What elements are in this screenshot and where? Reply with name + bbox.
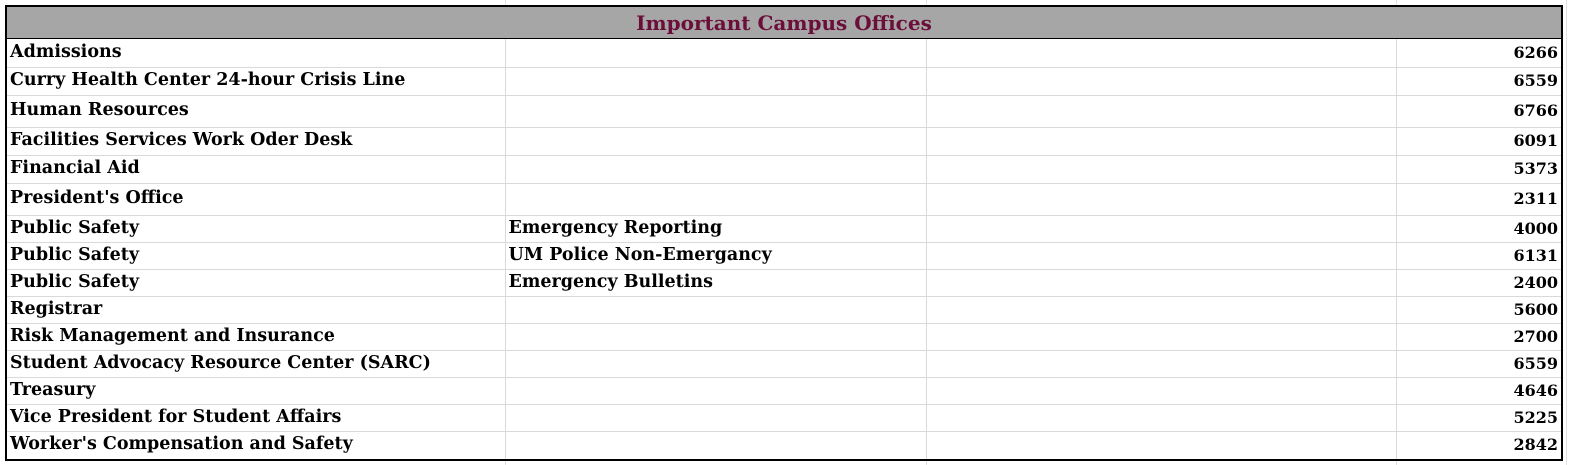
table-row <box>7 95 1561 127</box>
extension-cell[interactable]: 6559 <box>1396 350 1561 377</box>
table-row <box>7 404 1561 431</box>
office-cell[interactable]: Admissions <box>7 39 505 67</box>
table-row <box>7 296 1561 323</box>
detail-cell[interactable] <box>505 183 926 215</box>
extension-cell[interactable]: 2311 <box>1396 183 1561 215</box>
extension-cell[interactable]: 2842 <box>1513 434 1558 454</box>
office-cell[interactable]: President's Office <box>7 183 505 215</box>
detail-cell[interactable] <box>505 95 926 127</box>
table-row <box>7 67 1561 95</box>
empty-cell[interactable] <box>926 404 1396 431</box>
detail-cell[interactable] <box>505 127 926 155</box>
empty-cell[interactable] <box>926 296 1396 323</box>
extension-cell[interactable]: 2400 <box>1396 269 1561 296</box>
empty-cell[interactable] <box>926 127 1396 155</box>
empty-cell[interactable] <box>926 323 1396 350</box>
empty-cell[interactable] <box>926 67 1396 95</box>
detail-cell[interactable]: UM Police Non-Emergancy <box>505 242 926 269</box>
detail-cell[interactable]: Emergency Bulletins <box>505 269 926 296</box>
table-row <box>7 269 1561 296</box>
empty-cell[interactable] <box>926 215 1396 242</box>
table-row <box>7 127 1561 155</box>
extension-cell[interactable]: 5600 <box>1396 296 1561 323</box>
office-cell[interactable]: Human Resources <box>7 95 505 127</box>
empty-cell[interactable] <box>926 377 1396 404</box>
extension-cell[interactable]: 4000 <box>1396 215 1561 242</box>
empty-cell[interactable] <box>926 269 1396 296</box>
extension-cell[interactable]: 6091 <box>1396 127 1561 155</box>
detail-cell[interactable] <box>505 323 926 350</box>
detail-cell[interactable] <box>505 377 926 404</box>
detail-cell[interactable] <box>505 296 926 323</box>
office-cell[interactable]: Public Safety <box>7 269 505 296</box>
table-title: Important Campus Offices <box>636 10 932 35</box>
extension-cell[interactable]: 5225 <box>1396 404 1561 431</box>
office-cell[interactable]: Registrar <box>7 296 505 323</box>
table-row <box>7 242 1561 269</box>
extension-cell[interactable]: 6266 <box>1396 39 1561 67</box>
empty-cell[interactable] <box>926 431 1396 458</box>
extension-cell[interactable]: 2700 <box>1396 323 1561 350</box>
offices-table-frame <box>5 5 1563 461</box>
extension-cell[interactable]: 5373 <box>1396 155 1561 183</box>
table-row <box>7 39 1561 67</box>
table-row <box>7 323 1561 350</box>
office-cell[interactable]: Public Safety <box>7 242 505 269</box>
empty-cell[interactable] <box>926 39 1396 67</box>
table-row <box>7 183 1561 215</box>
office-cell[interactable]: Worker's Compensation and Safety <box>7 431 505 458</box>
detail-cell[interactable] <box>505 39 926 67</box>
detail-cell[interactable] <box>505 155 926 183</box>
extension-cell[interactable]: 4646 <box>1396 377 1561 404</box>
table-row <box>7 350 1561 377</box>
office-cell[interactable]: Treasury <box>7 377 505 404</box>
empty-cell[interactable] <box>926 95 1396 127</box>
offices-table <box>7 39 1561 458</box>
office-cell[interactable]: Student Advocacy Resource Center (SARC) <box>7 350 505 377</box>
office-cell[interactable]: Vice President for Student Affairs <box>7 404 505 431</box>
table-row <box>7 431 1561 458</box>
gridline <box>1566 0 1567 465</box>
extension-cell[interactable]: 6131 <box>1396 242 1561 269</box>
detail-cell[interactable] <box>505 67 926 95</box>
empty-cell[interactable] <box>926 155 1396 183</box>
office-cell[interactable]: Facilities Services Work Oder Desk <box>7 127 505 155</box>
detail-cell[interactable] <box>505 350 926 377</box>
office-cell[interactable]: Risk Management and Insurance <box>7 323 505 350</box>
table-row <box>7 155 1561 183</box>
detail-cell[interactable] <box>505 431 926 458</box>
table-title-cell[interactable] <box>7 7 1561 39</box>
table-row <box>7 377 1561 404</box>
detail-cell[interactable] <box>505 404 926 431</box>
table-row <box>7 215 1561 242</box>
office-cell[interactable]: Public Safety <box>7 215 505 242</box>
office-cell[interactable]: Curry Health Center 24-hour Crisis Line <box>7 67 505 95</box>
detail-cell[interactable]: Emergency Reporting <box>505 215 926 242</box>
office-cell[interactable]: Financial Aid <box>7 155 505 183</box>
extension-cell[interactable]: 6559 <box>1396 67 1561 95</box>
empty-cell[interactable] <box>926 183 1396 215</box>
empty-cell[interactable] <box>926 242 1396 269</box>
extension-cell[interactable]: 6766 <box>1396 95 1561 127</box>
empty-cell[interactable] <box>926 350 1396 377</box>
